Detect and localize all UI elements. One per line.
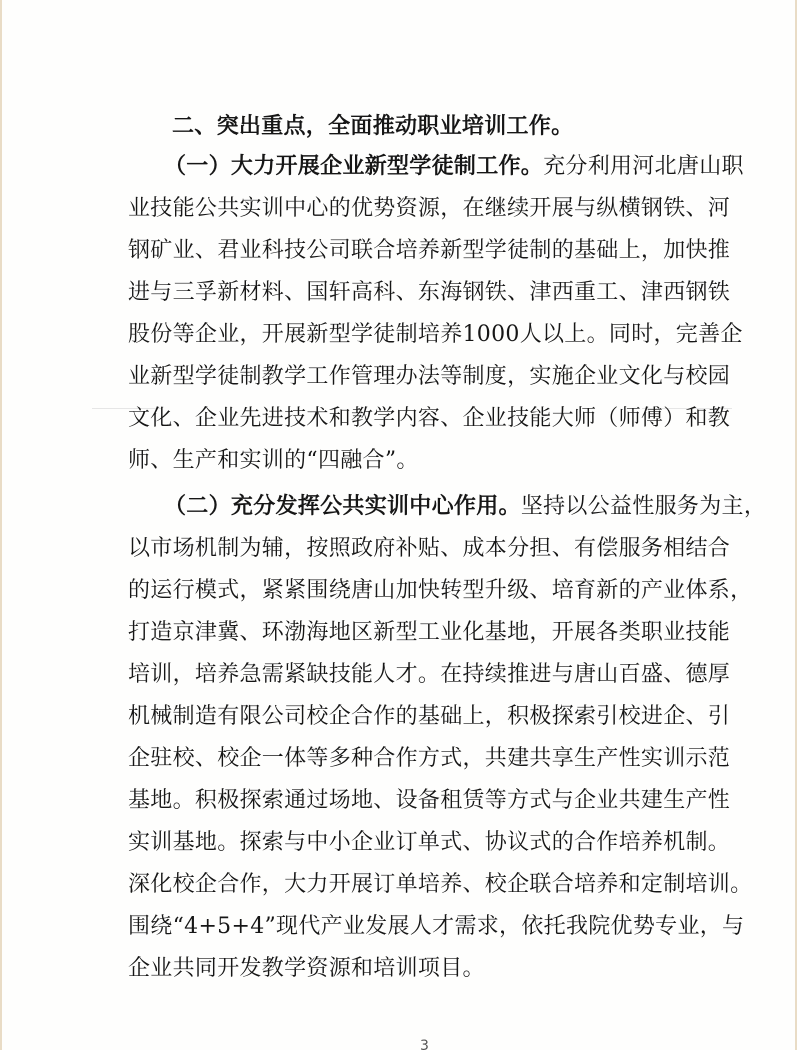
paragraph1-first-line-text: 充分利用河北唐山职 <box>543 154 744 179</box>
paragraph2-line: 企业共同开发教学资源和培训项目。 <box>128 956 485 981</box>
paragraph2-first-line <box>164 492 767 522</box>
paragraph2-line: 实训基地。探索与中小企业订单式、协议式的合作培养机制。 <box>128 830 731 855</box>
paragraph2-line: 企驻校、校企一体等多种合作方式，共建共享生产性实训示范 <box>128 746 731 771</box>
paragraph1-line: 业技能公共实训中心的优势资源，在继续开展与纵横钢铁、河 <box>128 196 731 221</box>
page-number: 3 <box>420 1038 429 1050</box>
paragraph2-first-line-text: 坚持以公益性服务为主， <box>520 494 767 519</box>
paragraph2-line: 培训，培养急需紧缺技能人才。在持续推进与唐山百盛、德厚 <box>128 662 731 687</box>
paragraph1-first-line <box>164 152 744 182</box>
paragraph1-line: 师、生产和实训的“四融合”。 <box>128 448 419 473</box>
paragraph2-title: （二）充分发挥公共实训中心作用。 <box>164 494 521 519</box>
paragraph2-line: 深化校企合作，大力开展订单培养、校企联合培养和定制培训。 <box>128 872 753 897</box>
section-heading: 二、突出重点，全面推动职业培训工作。 <box>172 114 574 139</box>
paragraph1-line: 进与三孚新材料、国轩高科、东海钢铁、津西重工、津西钢铁 <box>128 280 731 305</box>
paragraph1-title: （一）大力开展企业新型学徒制工作。 <box>164 154 544 179</box>
paragraph2-line: 机械制造有限公司校企合作的基础上，积极探索引校进企、引 <box>128 704 731 729</box>
paragraph2-line: 围绕“4+5+4”现代产业发展人才需求，依托我院优势专业，与 <box>128 914 745 939</box>
paragraph1-line: 文化、企业先进技术和教学内容、企业技能大师（师傅）和教 <box>128 406 731 431</box>
paragraph2-line: 打造京津冀、环渤海地区新型工业化基地，开展各类职业技能 <box>128 620 731 645</box>
paragraph1-line: 业新型学徒制教学工作管理办法等制度，实施企业文化与校园 <box>128 364 731 389</box>
paragraph2-line: 以市场机制为辅，按照政府补贴、成本分担、有偿服务相结合 <box>128 536 731 561</box>
paragraph1-line: 股份等企业，开展新型学徒制培养1000人以上。同时，完善企 <box>128 322 743 347</box>
paragraph2-line: 的运行模式，紧紧围绕唐山加快转型升级、培育新的产业体系， <box>128 578 753 603</box>
paragraph1-line: 钢矿业、君业科技公司联合培养新型学徒制的基础上，加快推 <box>128 238 731 263</box>
paragraph2-line: 基地。积极探索通过场地、设备租赁等方式与企业共建生产性 <box>128 788 731 813</box>
